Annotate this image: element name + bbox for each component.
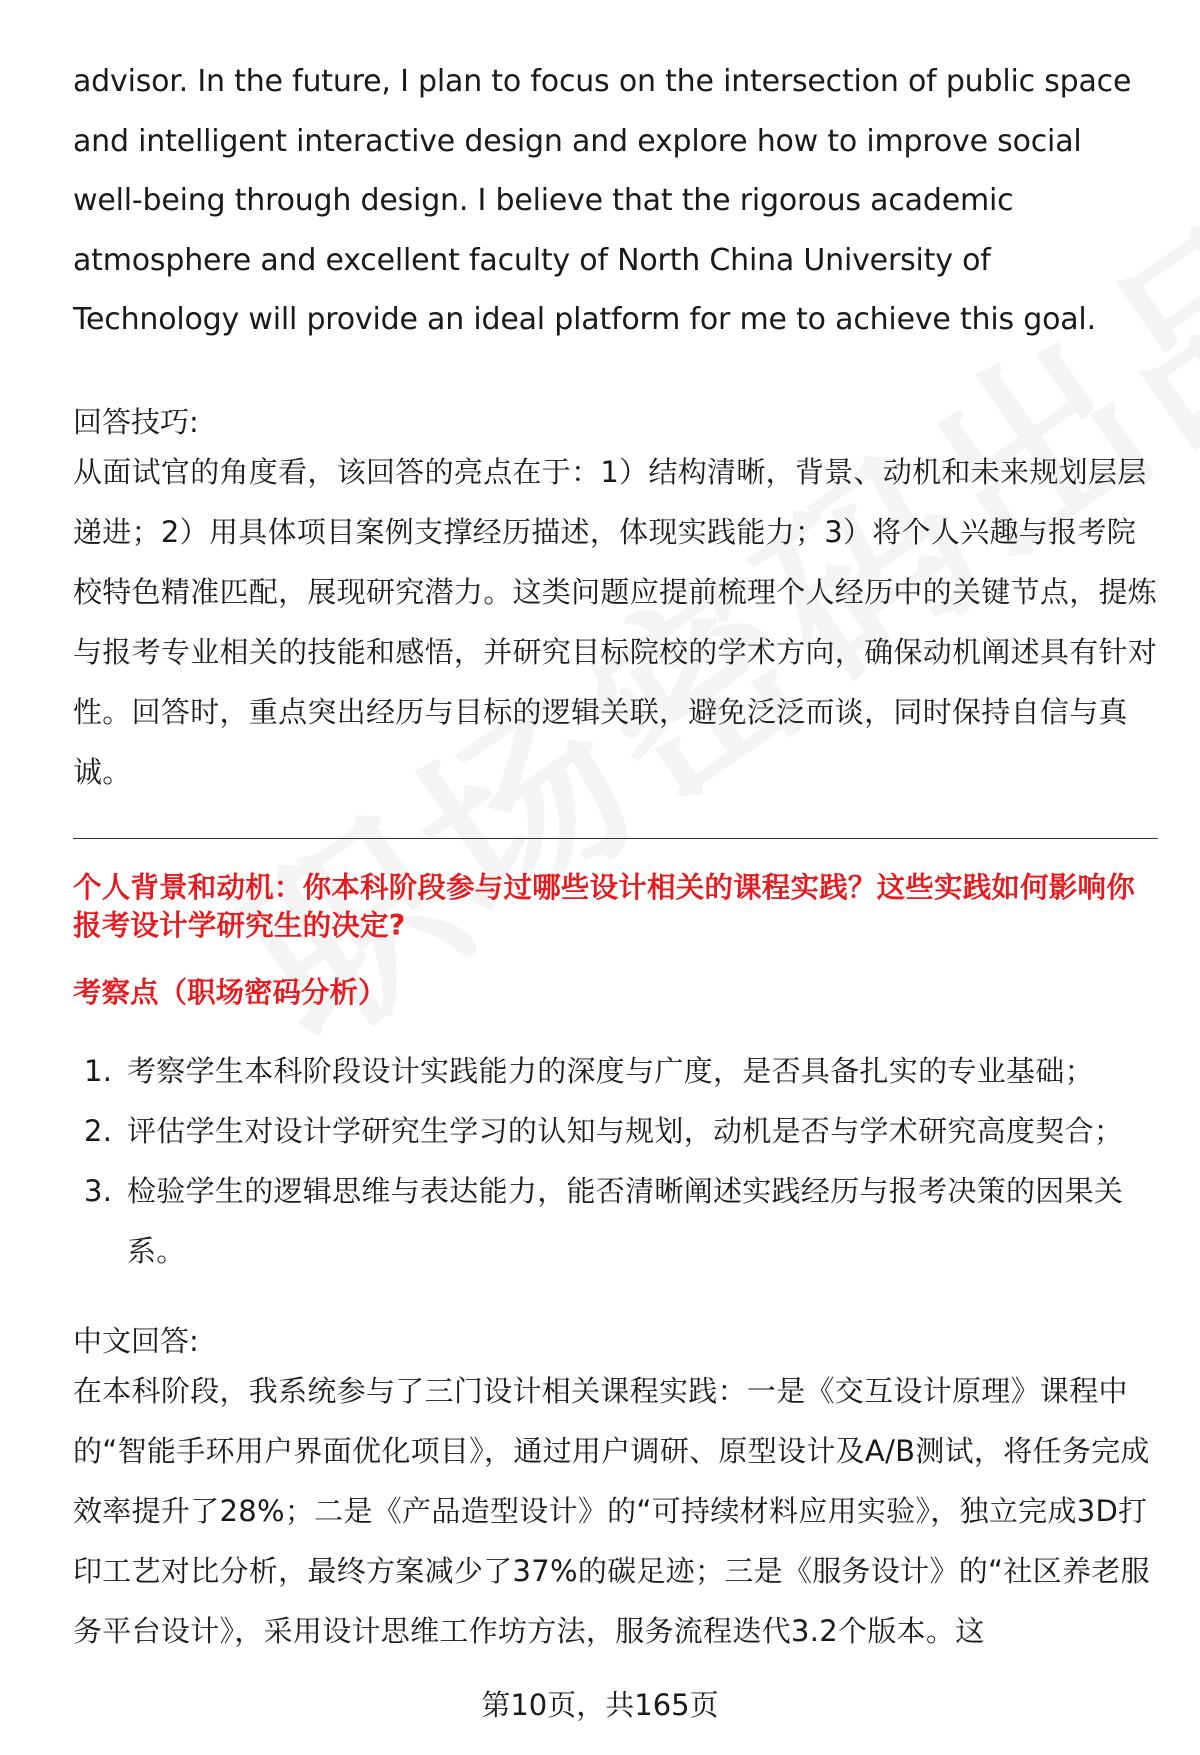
- document-page: [73, 52, 1158, 1661]
- english-answer-paragraph: advisor. In the future, I plan to focus on the intersection of public space and intelligent interactive design and explore how to improve social well-being through design. I believe that the rigorous academic atmosphere and excellent faculty of North China University of Technology will provide an ideal platform for me to achieve this goal.: [73, 64, 1132, 337]
- question-heading: 个人背景和动机：你本科阶段参与过哪些设计相关的课程实践？这些实践如何影响你报考设计学研究生的决定?: [73, 870, 1135, 942]
- tips-label: 回答技巧:: [73, 404, 199, 439]
- list-item-number: 3.: [84, 1173, 113, 1208]
- list-item: [73, 1161, 1158, 1281]
- assessment-heading: 考察点（职场密码分析）: [73, 975, 387, 1009]
- chinese-answer-label: 中文回答:: [73, 1323, 199, 1358]
- list-item: [73, 1041, 1158, 1101]
- assessment-list: [73, 1041, 1158, 1281]
- section-divider: [73, 838, 1158, 839]
- page-number-footer: 第10页，共165页: [481, 1688, 719, 1722]
- list-item-text: 检验学生的逻辑思维与表达能力，能否清晰阐述实践经历与报考决策的因果关系。: [127, 1173, 1124, 1268]
- list-item-number: 1.: [84, 1053, 113, 1088]
- tips-paragraph: 从面试官的角度看，该回答的亮点在于：1）结构清晰，背景、动机和未来规划层层递进；2）用具体项目案例支撑经历描述，体现实践能力；3）将个人兴趣与报考院校特色精准匹配，展现研究潜力。这类问题应提前梳理个人经历中的关键节点，提炼与报考专业相关的技能和感悟，并研究目标院校的学术方向，确保动机阐述具有针对性。回答时，重点突出经历与目标的逻辑关联，避免泛泛而谈，同时保持自信与真诚。: [73, 454, 1158, 789]
- list-item: [73, 1101, 1158, 1161]
- chinese-answer-paragraph: 在本科阶段，我系统参与了三门设计相关课程实践：一是《交互设计原理》课程中的“智能手环用户界面优化项目》，通过用户调研、原型设计及A/B测试，将任务完成效率提升了28%；二是《产品造型设计》的“可持续材料应用实验》，独立完成3D打印工艺对比分析，最终方案减少了37%的碳足迹；三是《服务设计》的“社区养老服务平台设计》，采用设计思维工作坊方法，服务流程迭代3.2个版本。这: [73, 1373, 1150, 1648]
- list-item-number: 2.: [84, 1113, 113, 1148]
- list-item-text: 评估学生对设计学研究生学习的认知与规划，动机是否与学术研究高度契合；: [127, 1113, 1124, 1148]
- list-item-text: 考察学生本科阶段设计实践能力的深度与广度，是否具备扎实的专业基础；: [127, 1053, 1094, 1088]
